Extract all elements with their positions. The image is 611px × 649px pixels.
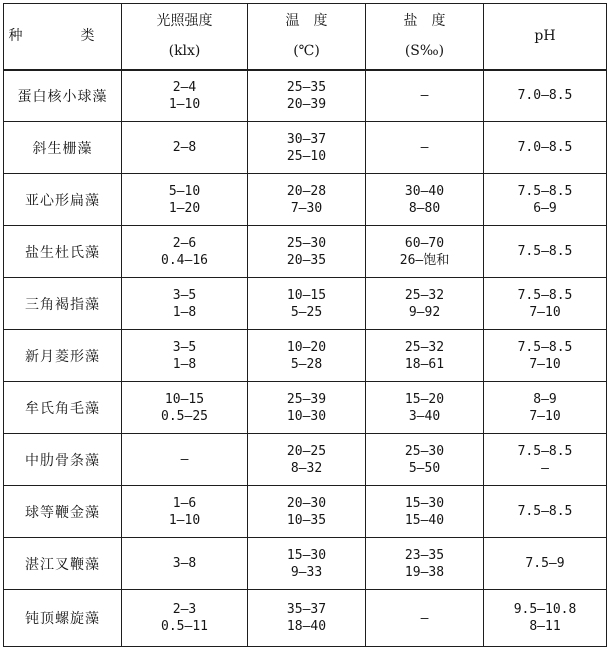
header-temp-label: 温 度	[285, 13, 328, 30]
salinity-cell	[366, 122, 484, 174]
ph-cell	[484, 122, 607, 174]
species-name-cell: 钝顶螺旋藻	[4, 590, 122, 647]
header-species: 种 类	[4, 4, 122, 70]
header-light-label: 光照强度	[156, 13, 213, 30]
temperature-cell-value: 25—35	[286, 79, 327, 95]
salinity-cell-value: 3—40	[408, 408, 441, 424]
salinity-cell-value: 26—饱和	[399, 252, 450, 268]
temperature-cell	[248, 486, 366, 538]
temperature-cell	[248, 174, 366, 226]
ph-cell-value: 7—10	[529, 408, 561, 424]
table-row	[4, 122, 607, 174]
light-cell-value: 1—6	[172, 495, 197, 511]
ph-cell	[484, 278, 607, 330]
species-name-cell: 中肋骨条藻	[4, 434, 122, 486]
ph-cell-value: 7.5—8.5	[517, 504, 573, 519]
table-row	[4, 70, 607, 122]
light-cell	[122, 226, 248, 278]
light-cell-value: 3—5	[172, 287, 197, 303]
salinity-cell	[366, 226, 484, 278]
table-row	[4, 590, 607, 647]
light-cell-value: 2—3	[172, 602, 197, 617]
ph-cell-value: 6—9	[533, 200, 557, 216]
salinity-cell	[366, 70, 484, 122]
temperature-cell-value: 7—30	[290, 200, 323, 216]
species-name-cell: 斜生栅藻	[4, 122, 122, 174]
ph-cell	[484, 486, 607, 538]
temperature-cell-value: 20—25	[286, 443, 327, 459]
salinity-cell-value: 15—20	[404, 391, 445, 407]
species-name-cell: 三角褐指藻	[4, 278, 122, 330]
light-cell	[122, 330, 248, 382]
table-row	[4, 330, 607, 382]
temperature-cell-value: 20—35	[286, 252, 327, 268]
ph-cell-value: 8—9	[533, 391, 557, 407]
temperature-cell	[248, 382, 366, 434]
light-cell-value: 2—4	[172, 79, 197, 95]
table-body	[4, 70, 607, 647]
header-salinity	[366, 4, 484, 70]
temperature-cell	[248, 330, 366, 382]
temperature-cell	[248, 278, 366, 330]
temperature-cell-value: 8—32	[290, 460, 323, 476]
species-name-cell: 盐生杜氏藻	[4, 226, 122, 278]
light-cell	[122, 486, 248, 538]
species-name-cell: 亚心形扁藻	[4, 174, 122, 226]
salinity-cell	[366, 382, 484, 434]
salinity-cell-value: 18—61	[404, 356, 445, 372]
species-name-cell: 蛋白核小球藻	[4, 70, 122, 122]
light-cell-value: 1—8	[172, 356, 197, 372]
light-cell	[122, 382, 248, 434]
light-cell	[122, 538, 248, 590]
salinity-cell	[366, 330, 484, 382]
salinity-cell-value: —	[420, 610, 429, 626]
light-cell-value: 3—5	[172, 339, 197, 355]
table-row	[4, 174, 607, 226]
temperature-cell	[248, 434, 366, 486]
ph-cell-value: 7—10	[529, 304, 561, 320]
light-cell-value: 1—10	[168, 96, 201, 112]
salinity-cell-value: 25—32	[404, 287, 445, 303]
table-row	[4, 538, 607, 590]
table-row	[4, 434, 607, 486]
page-footer	[3, 640, 606, 649]
light-cell-value: 10—15	[164, 391, 205, 407]
ph-cell	[484, 382, 607, 434]
light-cell-value: 1—20	[168, 200, 201, 216]
ph-cell-value: 7.5—8.5	[517, 183, 573, 199]
species-name-cell: 湛江叉鞭藻	[4, 538, 122, 590]
temperature-cell	[248, 590, 366, 647]
temperature-cell-value: 20—39	[286, 96, 327, 112]
ph-cell	[484, 226, 607, 278]
salinity-cell-value: 19—38	[404, 564, 445, 580]
ph-cell-value: 7.5—8.5	[517, 287, 573, 303]
ph-cell-value: 7—10	[529, 356, 561, 372]
header-temp-unit: (℃)	[293, 43, 320, 60]
light-cell-value: 5—10	[168, 183, 201, 199]
header-light-unit: (klx)	[168, 43, 201, 60]
temperature-cell-value: 5—25	[290, 304, 323, 320]
salinity-cell	[366, 538, 484, 590]
ph-cell-value: 7.5—9	[525, 556, 565, 571]
light-cell-value: 0.4—16	[161, 252, 208, 268]
ph-cell-value: —	[541, 460, 549, 476]
temperature-cell-value: 18—40	[286, 619, 327, 634]
ph-cell-value: 8—11	[529, 619, 561, 634]
ph-cell-value: 7.0—8.5	[517, 140, 573, 155]
ph-cell-value: 7.0—8.5	[517, 88, 573, 104]
light-cell-value: —	[180, 452, 189, 467]
salinity-cell	[366, 590, 484, 647]
temperature-cell-value: 20—30	[286, 495, 327, 511]
light-cell-value: 1—10	[168, 512, 201, 528]
temperature-cell-value: 25—10	[286, 148, 327, 164]
ph-cell	[484, 538, 607, 590]
salinity-cell-value: 30—40	[404, 183, 445, 199]
header-salinity-unit: (S‰)	[404, 43, 445, 60]
light-cell-value: 3—8	[172, 556, 197, 571]
light-cell	[122, 278, 248, 330]
header-light-intensity	[122, 4, 248, 70]
ph-cell-value: 7.5—8.5	[517, 443, 573, 459]
temperature-cell	[248, 226, 366, 278]
table-row	[4, 382, 607, 434]
ph-cell	[484, 590, 607, 647]
temperature-cell-value: 10—15	[286, 287, 327, 303]
ph-cell	[484, 434, 607, 486]
salinity-cell-value: —	[420, 140, 429, 155]
salinity-cell-value: 15—30	[404, 495, 445, 511]
salinity-cell-value: 5—50	[408, 460, 441, 476]
salinity-cell	[366, 278, 484, 330]
temperature-cell-value: 25—30	[286, 235, 327, 251]
header-salinity-label: 盐 度	[403, 13, 446, 30]
temperature-cell	[248, 538, 366, 590]
algae-culture-conditions-table	[3, 3, 607, 647]
ph-cell-value: 7.5—8.5	[517, 244, 573, 259]
ph-cell	[484, 174, 607, 226]
table-row	[4, 486, 607, 538]
light-cell	[122, 590, 248, 647]
salinity-cell	[366, 486, 484, 538]
ph-cell-value: 9.5—10.8	[513, 602, 577, 617]
salinity-cell-value: 23—35	[404, 547, 445, 563]
species-name-cell: 球等鞭金藻	[4, 486, 122, 538]
temperature-cell-value: 5—28	[290, 356, 323, 372]
temperature-cell-value: 10—30	[286, 408, 327, 424]
table-header	[4, 4, 607, 70]
header-temperature	[248, 4, 366, 70]
salinity-cell-value: 8—80	[408, 200, 441, 216]
table-row	[4, 226, 607, 278]
light-cell-value: 2—6	[172, 235, 197, 251]
light-cell	[122, 434, 248, 486]
salinity-cell-value: 15—40	[404, 512, 445, 528]
salinity-cell-value: 25—32	[404, 339, 445, 355]
salinity-cell-value: 25—30	[404, 443, 445, 459]
light-cell	[122, 122, 248, 174]
species-name-cell: 牟氏角毛藻	[4, 382, 122, 434]
temperature-cell-value: 25—39	[286, 391, 327, 407]
header-row	[4, 4, 607, 70]
ph-cell-value: 7.5—8.5	[517, 339, 573, 355]
light-cell	[122, 70, 248, 122]
ph-cell	[484, 330, 607, 382]
temperature-cell-value: 15—30	[286, 547, 327, 563]
salinity-cell-value: 60—70	[404, 235, 445, 251]
salinity-cell-value: —	[420, 88, 429, 104]
temperature-cell-value: 30—37	[286, 131, 327, 147]
temperature-cell-value: 10—20	[286, 339, 327, 355]
temperature-cell-value: 35—37	[286, 602, 327, 617]
light-cell-value: 0.5—11	[161, 619, 208, 634]
temperature-cell	[248, 122, 366, 174]
header-ph: pH	[484, 4, 607, 70]
temperature-cell-value: 10—35	[286, 512, 327, 528]
temperature-cell-value: 20—28	[286, 183, 327, 199]
salinity-cell	[366, 434, 484, 486]
species-name-cell: 新月菱形藻	[4, 330, 122, 382]
table-row	[4, 278, 607, 330]
ph-cell	[484, 70, 607, 122]
light-cell-value: 2—8	[172, 140, 197, 155]
temperature-cell	[248, 70, 366, 122]
light-cell	[122, 174, 248, 226]
salinity-cell	[366, 174, 484, 226]
light-cell-value: 1—8	[172, 304, 197, 320]
temperature-cell-value: 9—33	[290, 564, 323, 580]
light-cell-value: 0.5—25	[161, 408, 208, 424]
salinity-cell-value: 9—92	[408, 304, 441, 320]
